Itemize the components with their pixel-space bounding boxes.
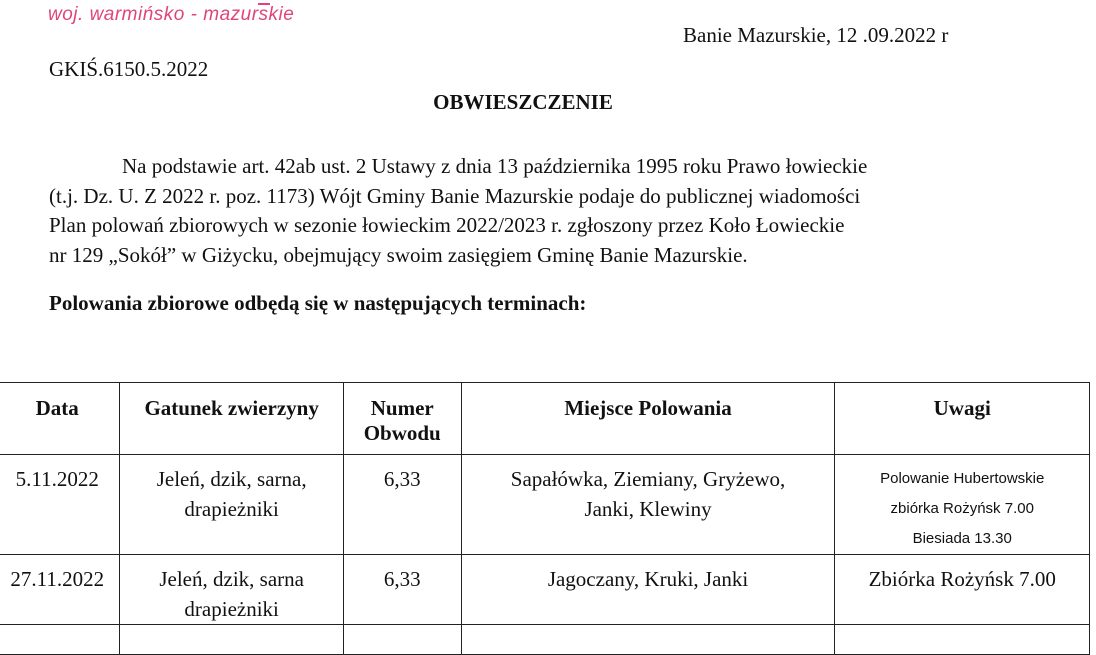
paragraph-line: Plan polowań zbiorowych w sezonie łowieckim 2022/2023 r. zgłoszony przez Koło Łowieckie [49,213,845,237]
cell-species [120,455,343,555]
announcement-paragraph [49,152,999,270]
cell-line: Polowanie Hubertowskie [880,470,1045,487]
paragraph-line: (t.j. Dz. U. Z 2022 r. poz. 1173) Wójt Gminy Banie Mazurskie podaje do publicznej wiadomości [49,183,861,208]
schedule-intro: Polowania zbiorowe odbędą się w następujących terminach: [49,291,587,315]
header-species: Gatunek zwierzyny [120,383,343,455]
letterhead-ornament [258,0,270,5]
reference-number: GKIŚ.6150.5.2022 [49,57,209,81]
cell-district: 6,33 [343,555,461,625]
cell-line: Sapałówka, Ziemiany, Gryżewo, [510,467,786,491]
cell-line: Janki, Klewiny [584,497,712,521]
header-date: Data [0,383,120,455]
table-header-row [0,383,1090,455]
header-district [343,383,461,455]
cell-date: 27.11.2022 [0,555,120,625]
cell-species [120,555,343,625]
place-and-date: Banie Mazurskie, 12 .09.2022 r [683,23,949,47]
cell-notes [835,455,1090,555]
hunting-schedule-table [0,382,1090,655]
cell-district: 6,33 [343,455,461,555]
cell-place [461,455,835,555]
header-district-line: Obwodu [363,421,441,445]
paragraph-line: nr 129 „Sokół” w Giżycku, obejmujący swoim zasięgiem Gminę Banie Mazurskie. [49,242,748,267]
document-title: OBWIESZCZENIE [433,90,613,114]
header-notes: Uwagi [835,383,1090,455]
paragraph-line: Na podstawie art. 42ab ust. 2 Ustawy z dnia 13 października 1995 roku Prawo łowieckie [122,154,868,178]
cell-line: Biesiada 13.30 [912,530,1012,547]
cell-place: Jagoczany, Kruki, Janki [461,555,835,625]
cell-line: Jeleń, dzik, sarna, [156,467,307,491]
cell-line: drapieżniki [184,497,279,521]
voivodeship-label: woj. warmińsko - mazurskie [48,4,295,25]
cell-line: drapieżniki [184,597,279,621]
cell-line: zbiórka Rożyńsk 7.00 [890,500,1034,517]
header-place: Miejsce Polowania [461,383,835,455]
table-row [0,555,1090,625]
header-district-line: Numer [370,396,434,420]
cell-date: 5.11.2022 [0,455,120,555]
table-row [0,455,1090,555]
cell-line: Jeleń, dzik, sarna [159,567,304,591]
table-row-partial [0,625,1090,655]
cell-notes: Zbiórka Rożyńsk 7.00 [835,555,1090,625]
